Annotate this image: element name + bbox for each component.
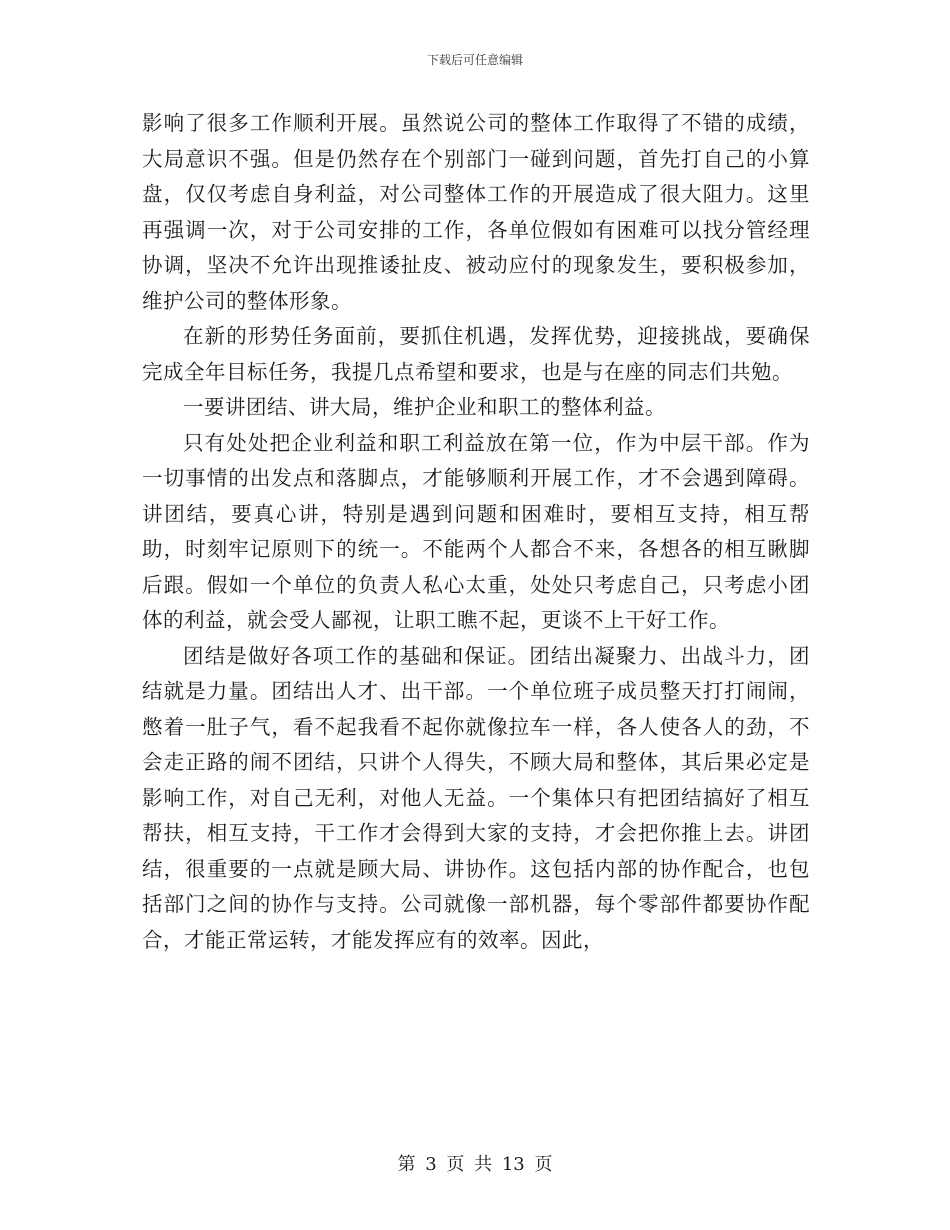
paragraph-3: 一要讲团结、讲大局，维护企业和职工的整体利益。: [183, 395, 666, 419]
paragraph-4: 只有处处把企业利益和职工利益放在第一位，作为中层干部。作为一切事情的出发点和落脚点，才能够顺利开展工作，才不会遇到障碍。讲团结，要真心讲，特别是遇到问题和困难时，要相互支持，相互帮助，时刻牢记原则下的统一。不能两个人都合不来，各想各的相互瞅脚后跟。假如一个单位的负责人私心太重，处处只考虑自己，只考虑小团体的利益，就会受人鄙视，让职工瞧不起，更谈不上干好工作。: [142, 430, 810, 632]
paragraph-1: 影响了很多工作顺利开展。虽然说公司的整体工作取得了不错的成绩，大局意识不强。但是仍然存在个别部门一碰到问题，首先打自己的小算盘，仅仅考虑自身利益，对公司整体工作的开展造成了很大阻力。这里再强调一次，对于公司安排的工作，各单位假如有困难可以找分管经理协调，坚决不允许出现推诿扯皮、被动应付的现象发生，要积极参加，维护公司的整体形象。: [142, 111, 810, 313]
paragraph-5: 团结是做好各项工作的基础和保证。团结出凝聚力、出战斗力，团结就是力量。团结出人才、出干部。一个单位班子成员整天打打闹闹，憋着一肚子气，看不起我看不起你就像拉车一样，各人使各人的劲，不会走正路的闹不团结，只讲个人得失，不顾大局和整体，其后果必定是影响工作，对自己无利，对他人无益。一个集体只有把团结搞好了相互帮扶，相互支持，干工作才会得到大家的支持，才会把你推上去。讲团结，很重要的一点就是顾大局、讲协作。这包括内部的协作配合，也包括部门之间的协作与支持。公司就像一部机器，每个零部件都要协作配合，才能正常运转，才能发挥应有的效率。因此，: [142, 643, 810, 952]
document-body: [142, 106, 810, 958]
page-number-footer: 第 3 页 共 13 页: [397, 1154, 553, 1175]
paragraph-2: 在新的形势任务面前，要抓住机遇，发挥优势，迎接挑战，要确保完成全年目标任务，我提几点希望和要求，也是与在座的同志们共勉。: [142, 324, 810, 384]
page-header: 下载后可任意编辑: [426, 53, 523, 67]
